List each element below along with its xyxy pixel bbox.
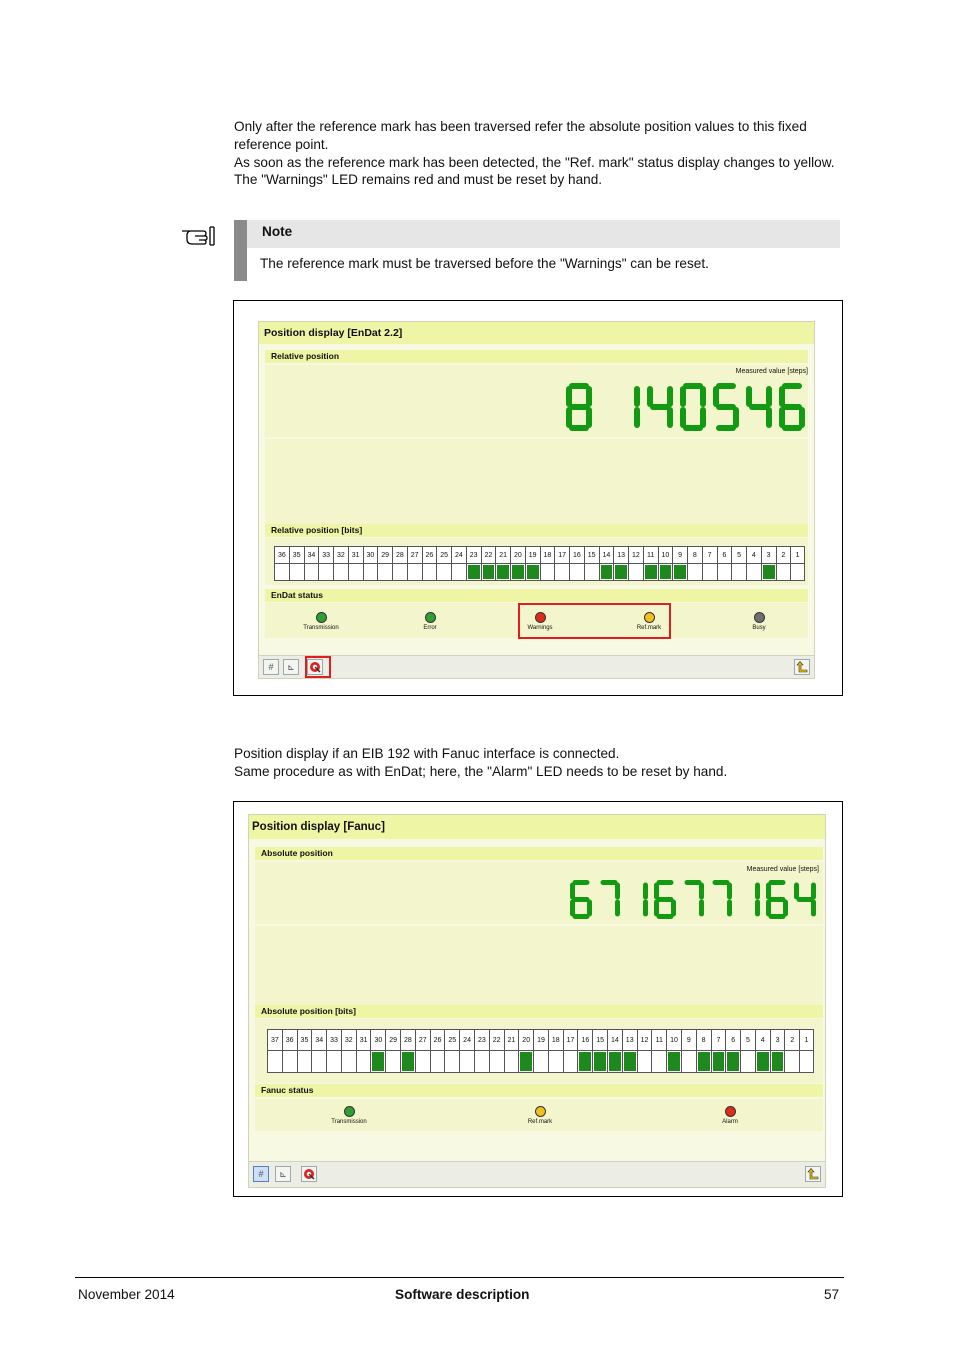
led-error xyxy=(405,612,455,631)
bit-number: 4 xyxy=(746,546,761,563)
bit-value xyxy=(318,563,333,581)
bit-number: 29 xyxy=(385,1029,400,1050)
bit-value xyxy=(731,563,746,581)
seven-segment-digit xyxy=(709,879,733,920)
bit-value xyxy=(702,563,717,581)
led-label: Transmission xyxy=(331,1119,367,1125)
bit-value xyxy=(356,1050,371,1073)
bit-number: 12 xyxy=(628,546,643,563)
endat-bits-grid xyxy=(274,546,805,581)
bit-value xyxy=(790,563,805,581)
bit-number: 14 xyxy=(599,546,614,563)
bit-number: 23 xyxy=(474,1029,489,1050)
bit-value xyxy=(311,1050,326,1073)
bit-number: 30 xyxy=(370,1029,385,1050)
bit-number: 9 xyxy=(681,1029,696,1050)
bit-value xyxy=(687,563,702,581)
bit-number: 19 xyxy=(533,1029,548,1050)
led-alarm[interactable] xyxy=(705,1106,755,1125)
bit-value xyxy=(289,563,304,581)
bit-value xyxy=(518,1050,533,1073)
bit-value xyxy=(755,1050,770,1073)
bit-number: 19 xyxy=(525,546,540,563)
endat-window xyxy=(258,321,815,679)
bit-value xyxy=(444,1050,459,1073)
bit-number: 11 xyxy=(651,1029,666,1050)
bit-value xyxy=(348,563,363,581)
bit-number: 5 xyxy=(731,546,746,563)
endat-empty-zone xyxy=(265,439,808,524)
bit-number: 21 xyxy=(495,546,510,563)
bit-value xyxy=(776,563,791,581)
bit-value xyxy=(370,1050,385,1073)
bit-number: 26 xyxy=(430,1029,445,1050)
relative-bits-label: Relative position [bits] xyxy=(265,524,808,537)
bit-value xyxy=(717,563,732,581)
intro-line: As soon as the reference mark has been detected, the "Ref. mark" status display changes to yellow. xyxy=(234,154,835,170)
measured-value-label: Measured value [steps] xyxy=(735,368,808,375)
note-body: The reference mark must be traversed before the "Warnings" can be reset. xyxy=(260,256,709,271)
bit-number: 3 xyxy=(761,546,776,563)
exit-button[interactable] xyxy=(794,659,810,675)
seven-segment-digit xyxy=(653,879,677,920)
bit-value xyxy=(363,563,378,581)
bit-number: 10 xyxy=(658,546,673,563)
footer-rule xyxy=(75,1277,844,1278)
bit-value xyxy=(599,563,614,581)
bit-value xyxy=(651,1050,666,1073)
exit-arrow-icon xyxy=(796,661,808,673)
led-dot xyxy=(725,1106,736,1117)
footer-section: Software description xyxy=(395,1287,530,1302)
bit-number: 25 xyxy=(436,546,451,563)
bit-number: 37 xyxy=(267,1029,282,1050)
bit-value xyxy=(607,1050,622,1073)
led-label: Busy xyxy=(752,625,766,631)
bit-number: 34 xyxy=(304,546,319,563)
seven-segment-digit xyxy=(778,382,806,432)
bit-number: 27 xyxy=(407,546,422,563)
reset-button[interactable] xyxy=(301,1166,317,1182)
footer-date: November 2014 xyxy=(78,1287,175,1302)
bit-number: 17 xyxy=(563,1029,578,1050)
bit-number: 34 xyxy=(311,1029,326,1050)
led-label: Warnings xyxy=(527,625,553,631)
bit-number: 18 xyxy=(540,546,555,563)
absolute-position-label: Absolute position xyxy=(255,847,823,860)
seven-segment-digit xyxy=(681,879,705,920)
led-dot xyxy=(425,612,436,623)
bit-number: 22 xyxy=(481,546,496,563)
bit-value xyxy=(761,563,776,581)
bit-number: 20 xyxy=(510,546,525,563)
bit-value xyxy=(533,1050,548,1073)
led-label: Error xyxy=(423,625,437,631)
bit-value xyxy=(282,1050,297,1073)
bit-number: 36 xyxy=(282,1029,297,1050)
seven-segment-digit xyxy=(712,382,740,432)
seven-segment-digit xyxy=(793,879,817,920)
bit-number: 9 xyxy=(672,546,687,563)
bit-value xyxy=(385,1050,400,1073)
seven-segment-digit xyxy=(646,382,674,432)
endat-toolbar xyxy=(259,655,814,678)
pointing-hand-icon xyxy=(181,222,217,246)
bit-number: 4 xyxy=(755,1029,770,1050)
seven-segment-digit xyxy=(679,382,707,432)
bit-value xyxy=(274,563,289,581)
bit-number: 33 xyxy=(326,1029,341,1050)
bit-value xyxy=(422,563,437,581)
bit-value xyxy=(436,563,451,581)
footer-page-number: 57 xyxy=(824,1287,840,1302)
bit-value xyxy=(622,1050,637,1073)
bit-number: 15 xyxy=(592,1029,607,1050)
bit-value xyxy=(304,563,319,581)
bit-value xyxy=(451,563,466,581)
bit-number: 17 xyxy=(554,546,569,563)
bit-value xyxy=(666,1050,681,1073)
endat-screenshot-frame xyxy=(233,300,843,696)
bit-number: 12 xyxy=(637,1029,652,1050)
bit-number: 35 xyxy=(289,546,304,563)
bit-number: 2 xyxy=(776,546,791,563)
bit-number: 29 xyxy=(377,546,392,563)
intro-line: Only after the reference mark has been traversed refer the absolute position values to this fixed reference point. xyxy=(234,119,807,152)
digit-space xyxy=(593,382,608,434)
bit-value xyxy=(333,563,348,581)
bit-number: 32 xyxy=(341,1029,356,1050)
bit-value xyxy=(510,563,525,581)
grid-view-button[interactable]: # xyxy=(253,1166,269,1182)
bit-value xyxy=(628,563,643,581)
bit-number: 8 xyxy=(687,546,702,563)
fanuc-bits-grid xyxy=(267,1029,814,1073)
led-dot xyxy=(316,612,327,623)
seven-segment-digit xyxy=(597,879,621,920)
bit-number: 30 xyxy=(363,546,378,563)
led-ref-mark xyxy=(515,1106,565,1125)
bit-number: 21 xyxy=(504,1029,519,1050)
fanuc-line: Position display if an EIB 192 with Fanuc interface is connected. xyxy=(234,746,620,761)
relative-position-label: Relative position xyxy=(265,350,808,363)
bit-value xyxy=(267,1050,282,1073)
fanuc-text xyxy=(234,745,844,781)
bit-number: 11 xyxy=(643,546,658,563)
fanuc-toolbar xyxy=(249,1161,825,1187)
bit-value xyxy=(504,1050,519,1073)
led-label: Alarm xyxy=(722,1119,738,1125)
fanuc-screenshot-frame xyxy=(233,801,843,1197)
seven-segment-digit xyxy=(745,382,773,432)
bit-number: 23 xyxy=(466,546,481,563)
bit-value xyxy=(681,1050,696,1073)
bit-number: 32 xyxy=(333,546,348,563)
bit-value xyxy=(592,1050,607,1073)
bit-value xyxy=(637,1050,652,1073)
fanuc-title: Position display [Fanuc] xyxy=(249,815,825,839)
note-box xyxy=(234,220,840,281)
intro-line: The "Warnings" LED remains red and must be reset by hand. xyxy=(234,172,603,188)
bit-value xyxy=(584,563,599,581)
bit-number: 14 xyxy=(607,1029,622,1050)
bit-value xyxy=(613,563,628,581)
seven-segment-digit xyxy=(625,879,649,920)
bit-value xyxy=(466,563,481,581)
bit-number: 18 xyxy=(548,1029,563,1050)
bit-value xyxy=(377,563,392,581)
led-busy xyxy=(734,612,784,631)
measured-value-label: Measured value [steps] xyxy=(746,866,819,873)
led-label: Ref.mark xyxy=(527,1119,553,1125)
fanuc-status-label: Fanuc status xyxy=(255,1084,823,1097)
note-bar xyxy=(234,220,247,281)
seven-segment-digit xyxy=(569,879,593,920)
exit-arrow-icon xyxy=(807,1168,819,1180)
reset-icon xyxy=(303,1168,315,1180)
led-label: Ref.mark xyxy=(636,625,662,631)
endat-status-label: EnDat status xyxy=(265,589,808,602)
bit-number: 10 xyxy=(666,1029,681,1050)
note-title: Note xyxy=(247,220,840,248)
bit-number: 5 xyxy=(740,1029,755,1050)
bit-number: 15 xyxy=(584,546,599,563)
bit-number: 26 xyxy=(422,546,437,563)
bit-value xyxy=(799,1050,814,1073)
bit-number: 28 xyxy=(392,546,407,563)
led-label: Transmission xyxy=(303,625,339,631)
absolute-bits-label: Absolute position [bits] xyxy=(255,1005,823,1018)
chart-view-button[interactable]: ⊾ xyxy=(283,659,299,675)
endat-title: Position display [EnDat 2.2] xyxy=(259,322,814,344)
bit-value xyxy=(548,1050,563,1073)
seven-segment-digit xyxy=(737,879,761,920)
led-dot xyxy=(754,612,765,623)
fanuc-position-value xyxy=(565,879,817,922)
bit-number: 13 xyxy=(613,546,628,563)
bit-number: 22 xyxy=(489,1029,504,1050)
fanuc-window xyxy=(248,814,826,1188)
bit-value xyxy=(554,563,569,581)
bit-value xyxy=(481,563,496,581)
led-transmission xyxy=(296,612,346,631)
bit-value xyxy=(341,1050,356,1073)
bit-value xyxy=(489,1050,504,1073)
bit-value xyxy=(696,1050,711,1073)
highlight-reset-button xyxy=(305,656,331,678)
bit-value xyxy=(540,563,555,581)
bit-number: 16 xyxy=(569,546,584,563)
bit-value xyxy=(495,563,510,581)
bit-number: 1 xyxy=(790,546,805,563)
intro-text xyxy=(234,118,844,189)
grid-view-button[interactable]: # xyxy=(263,659,279,675)
bit-value xyxy=(400,1050,415,1073)
bit-value xyxy=(430,1050,445,1073)
bit-value xyxy=(326,1050,341,1073)
bit-value xyxy=(392,563,407,581)
bit-number: 6 xyxy=(725,1029,740,1050)
led-dot xyxy=(344,1106,355,1117)
bit-value xyxy=(643,563,658,581)
bit-number: 1 xyxy=(799,1029,814,1050)
bit-value xyxy=(525,563,540,581)
endat-position-value xyxy=(560,382,806,434)
bit-number: 25 xyxy=(444,1029,459,1050)
bit-value xyxy=(672,563,687,581)
bit-value xyxy=(784,1050,799,1073)
bit-value xyxy=(770,1050,785,1073)
bit-number: 13 xyxy=(622,1029,637,1050)
bit-number: 24 xyxy=(451,546,466,563)
bit-value xyxy=(459,1050,474,1073)
bit-number: 16 xyxy=(577,1029,592,1050)
bit-number: 20 xyxy=(518,1029,533,1050)
bit-number: 8 xyxy=(696,1029,711,1050)
bit-number: 3 xyxy=(770,1029,785,1050)
exit-button[interactable] xyxy=(805,1166,821,1182)
fanuc-line: Same procedure as with EnDat; here, the "Alarm" LED needs to be reset by hand. xyxy=(234,763,728,779)
bit-value xyxy=(563,1050,578,1073)
bit-number: 27 xyxy=(415,1029,430,1050)
bit-value xyxy=(711,1050,726,1073)
bit-number: 31 xyxy=(356,1029,371,1050)
bit-number: 28 xyxy=(400,1029,415,1050)
bit-value xyxy=(740,1050,755,1073)
bit-value xyxy=(569,563,584,581)
bit-value xyxy=(725,1050,740,1073)
bit-number: 2 xyxy=(784,1029,799,1050)
bit-value xyxy=(407,563,422,581)
led-transmission xyxy=(324,1106,374,1125)
bit-value xyxy=(297,1050,312,1073)
bit-number: 7 xyxy=(702,546,717,563)
bit-number: 36 xyxy=(274,546,289,563)
seven-segment-digit xyxy=(765,879,789,920)
chart-view-button[interactable]: ⊾ xyxy=(275,1166,291,1182)
bit-number: 31 xyxy=(348,546,363,563)
bit-value xyxy=(658,563,673,581)
bit-number: 24 xyxy=(459,1029,474,1050)
seven-segment-digit xyxy=(565,382,593,432)
bit-number: 33 xyxy=(318,546,333,563)
bit-number: 35 xyxy=(297,1029,312,1050)
bit-number: 6 xyxy=(717,546,732,563)
led-dot xyxy=(535,1106,546,1117)
bit-value xyxy=(577,1050,592,1073)
fanuc-empty-zone xyxy=(255,926,823,1005)
bit-value xyxy=(474,1050,489,1073)
bit-number: 7 xyxy=(711,1029,726,1050)
bit-value xyxy=(746,563,761,581)
seven-segment-digit xyxy=(613,382,641,432)
highlight-warnings-refmark xyxy=(518,603,671,639)
bit-value xyxy=(415,1050,430,1073)
